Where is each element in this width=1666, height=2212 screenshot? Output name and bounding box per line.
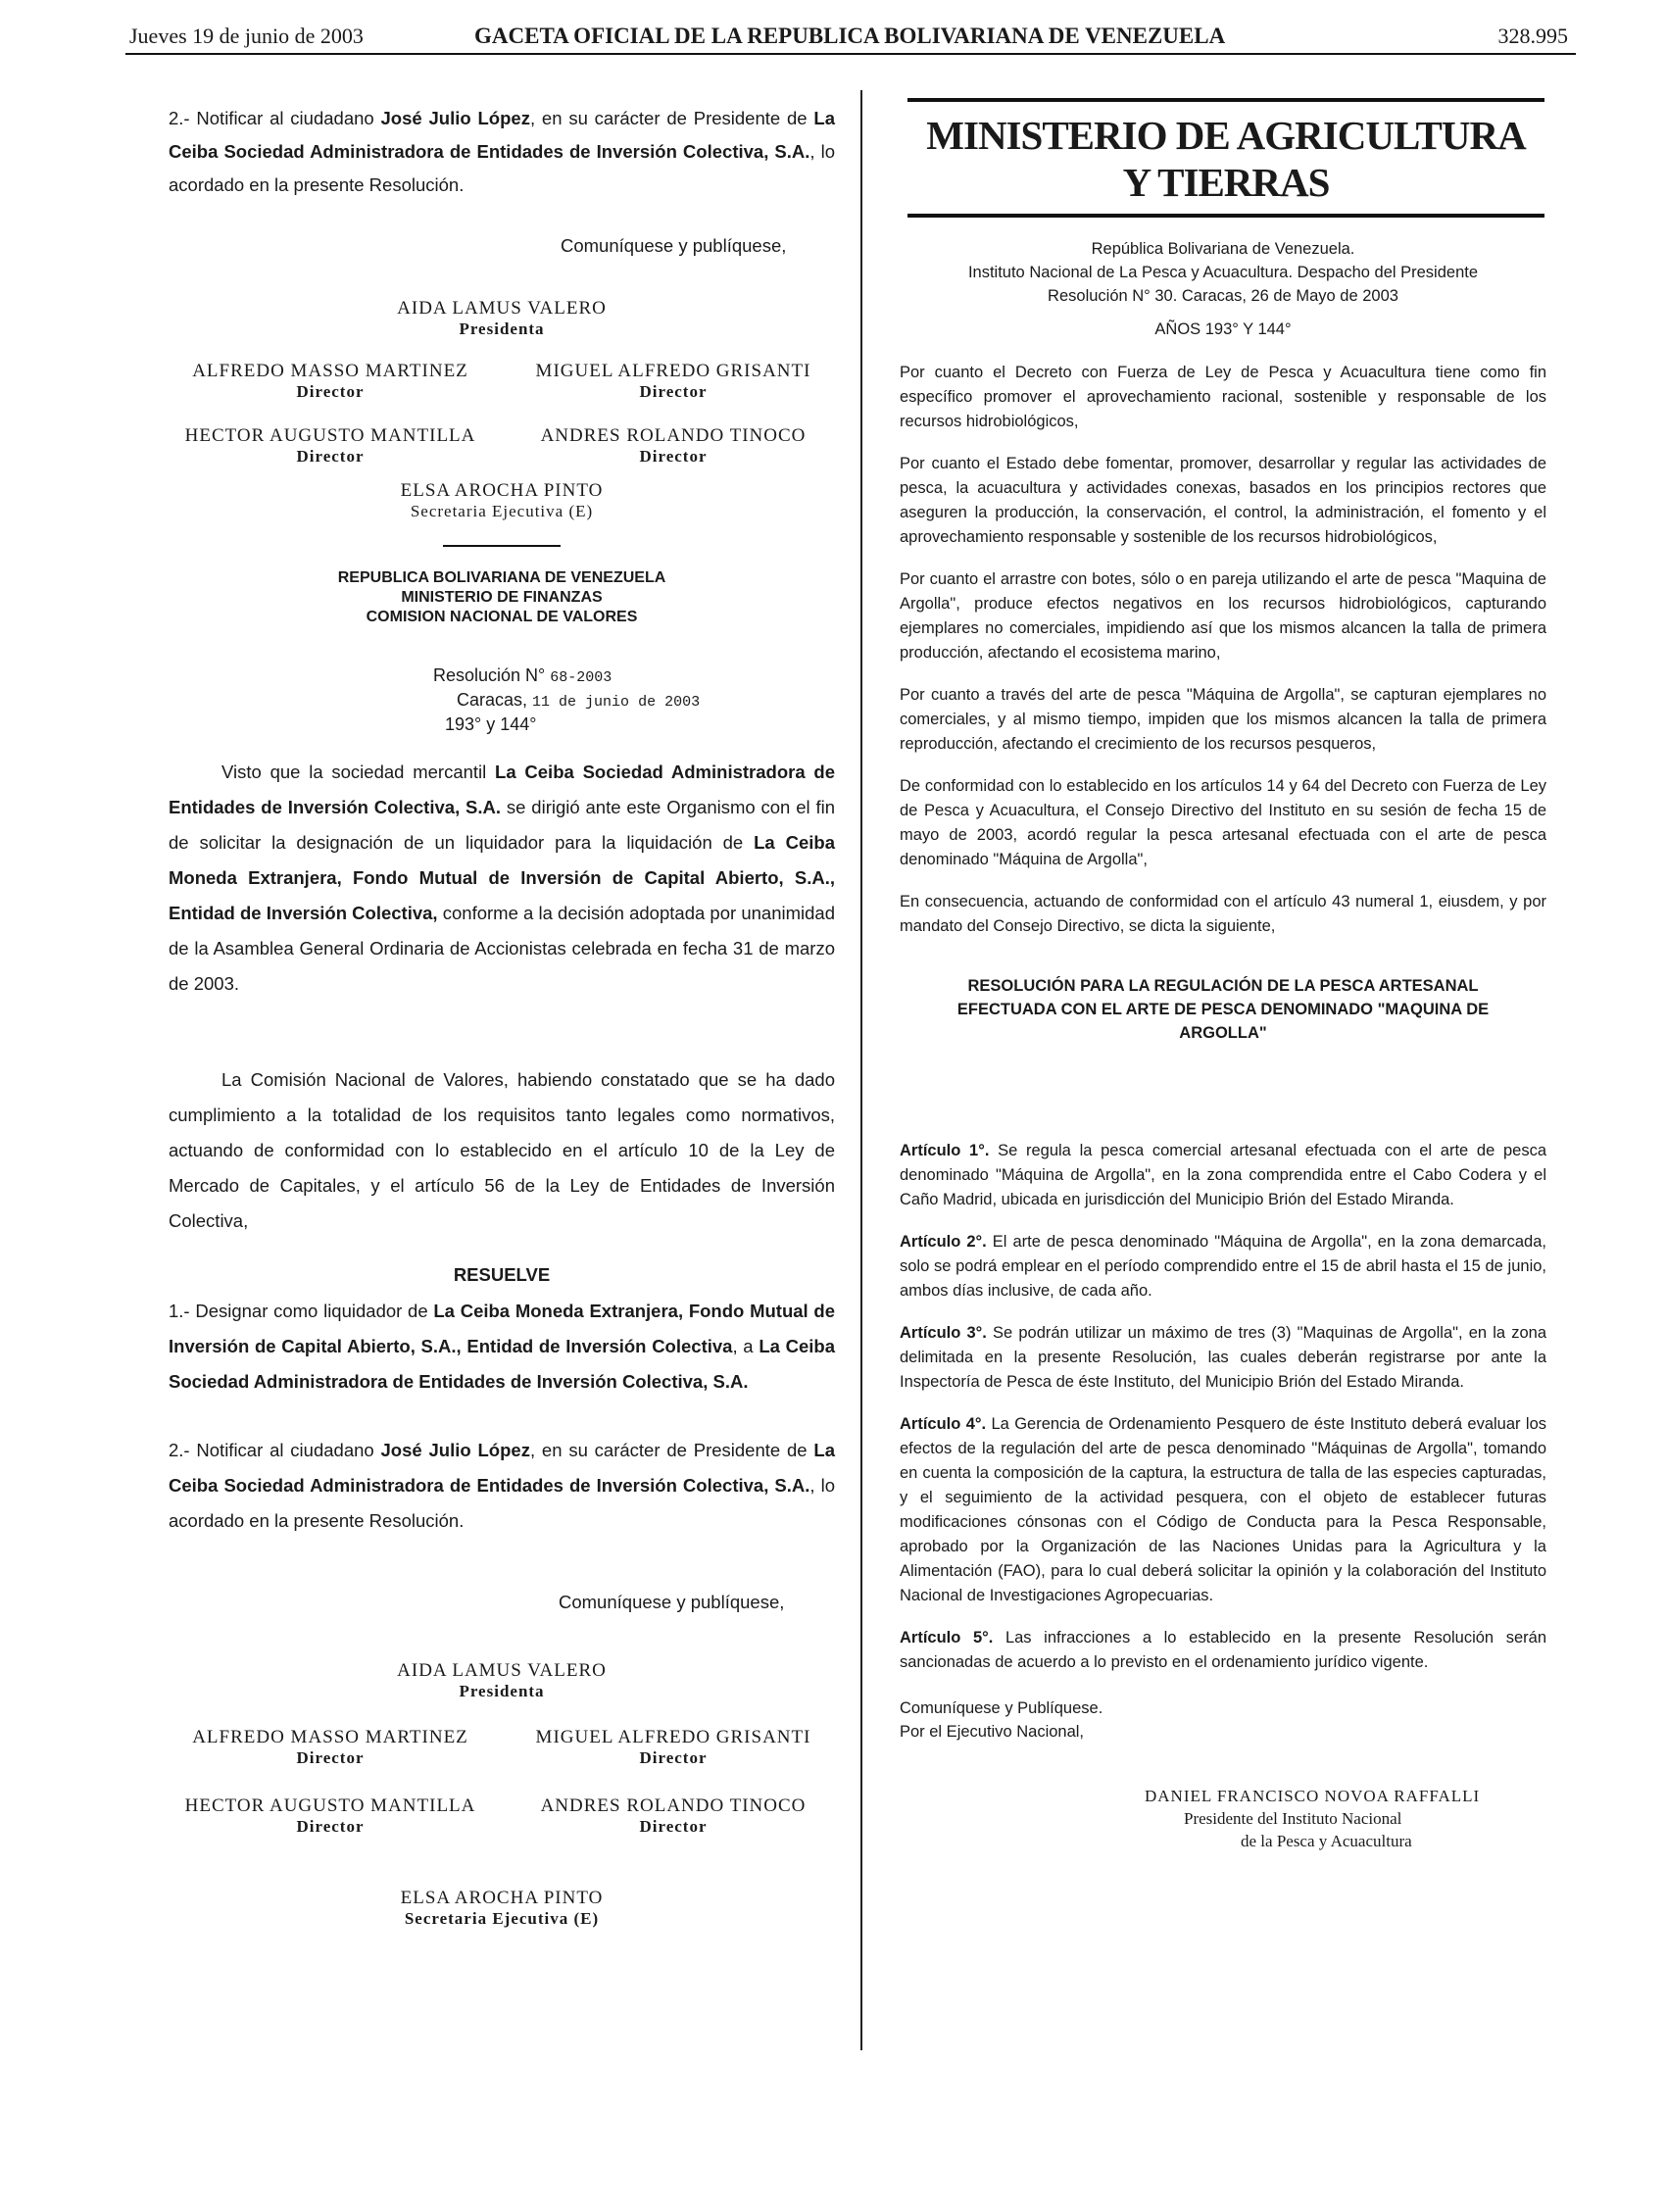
article-label: Artículo 3°. [900,1324,987,1342]
text: , lo acordado en la presente Resolución. [169,141,835,195]
article-text: El arte de pesca denominado "Máquina de Argolla", en la zona demarcada, solo se podrá emplear en el período comprendido entre el 15 de abril hasta el 15 de junio, ambos días inclusive, de cada año. [900,1233,1546,1300]
institute-line: República Bolivariana de Venezuela. [1091,240,1355,258]
signer-secretaria-role: Secretaria Ejecutiva (E) [410,502,594,520]
years-line: AÑOS 193° Y 144° [1154,320,1292,338]
considerando-4: Por cuanto a través del arte de pesca "Máquina de Argolla", se capturan ejemplares no comerciales, y al mismo tiempo, impiden que los mismos alcancen la talla de primera reproducción, afectando el crecimiento de los recursos pesqueros, [900,686,1546,753]
text: , en su carácter de Presidente de [529,108,814,128]
signer-role: Director [639,382,708,401]
article-label: Artículo 4°. [900,1415,987,1433]
signer-secretaria-role: Secretaria Ejecutiva (E) [404,1909,600,1928]
ministry-banner [907,98,1544,218]
signer-secretaria: ELSA AROCHA PINTO [400,480,604,501]
resolution-title: RESOLUCIÓN PARA LA REGULACIÓN DE LA PESCA ARTESANAL EFECTUADA CON EL ARTE DE PESCA DENOMINADO "MAQUINA DE ARGOLLA" [956,977,1490,1042]
considerando-2: Por cuanto el Estado debe fomentar, promover, desarrollar y regular las actividades de pesca, la acuacultura y actividades conexas, basados en los principios rectores que aseguren la producción, la conservación, el control, la administración, el fomento y el aprovechamiento responsable y sostenible de los recursos hidrobiológicos, [900,455,1546,546]
comuniquese-top: Comuníquese y publíquese, [561,235,787,256]
directors-grid [169,361,835,467]
signer-director: HECTOR AUGUSTO MANTILLA [184,425,476,446]
signer-director: ALFREDO MASSO MARTINEZ [192,361,468,381]
text: se dirigió ante este Organismo con el fin de solicitar la designación de un liquidador para la liquidación de [169,797,835,853]
text: , a [732,1336,760,1356]
resolution-date: 11 de junio de 2003 [532,694,701,711]
person-name: José Julio López [380,1440,530,1460]
signer-director: ALFREDO MASSO MARTINEZ [192,1727,468,1747]
signer-director: MIGUEL ALFREDO GRISANTI [535,1727,811,1747]
closing-line: Comuníquese y Publíquese. [900,1699,1103,1717]
fund-name: La Ceiba Moneda Extranjera, Fondo Mutual de Inversión de Capital Abierto, S.A., Entidad de Inversión Colectiva [169,1301,835,1356]
company-name: La Ceiba Sociedad Administradora de Entidades de Inversión Colectiva, S.A. [169,762,835,817]
signer-director: MIGUEL ALFREDO GRISANTI [535,361,811,381]
text: 1.- Designar como liquidador de [169,1301,434,1321]
directors-grid [169,1727,835,1837]
text: , en su carácter de Presidente de [529,1440,814,1460]
article-label: Artículo 1°. [900,1142,990,1159]
signer-role: Director [296,382,365,401]
closing-line: Por el Ejecutivo Nacional, [900,1723,1085,1741]
header-date: Jueves 19 de junio de 2003 [129,24,364,48]
text: conforme a la decisión adoptada por unanimidad de la Asamblea General Ordinaria de Accionistas celebrada en fecha 31 de marzo de 2003. [169,903,835,994]
header-page-number: 328.995 [1497,24,1568,48]
article-2 [900,1230,1546,1303]
signer-presidenta: AIDA LAMUS VALERO [397,298,607,319]
ministry-title-line-1: MINISTERIO DE AGRICULTURA [926,113,1526,158]
institution-line: MINISTERIO DE FINANZAS [401,589,603,606]
article-5 [900,1626,1546,1675]
article-text: Las infracciones a lo establecido en la presente Resolución serán sancionadas de acuerdo a lo previsto en el ordenamiento jurídico vigente. [900,1629,1547,1671]
text: 2.- Notificar al ciudadano [169,1440,381,1460]
text: Visto que la sociedad mercantil [221,762,496,782]
article-text: La Gerencia de Ordenamiento Pesquero de éste Instituto deberá evaluar los efectos de la regulación del arte de pesca denominado "Máquinas de Argolla", tomando en cuenta la composición de la captura, la estructura de talla de las especies capturadas, y el seguimiento de la actividad pesquera, con el objeto de establecer futuras modificaciones cónsonas con el Código de Conducta para la Pesca Responsable, aprobado por la Organización de las Naciones Unidas para la Agricultura y la Alimentación (FAO), para lo cual deberá solicitar la opinión y la colaboración del Instituto Nacional de Investigaciones Agropecuarias. [900,1415,1546,1604]
signer-role: Director [639,447,708,466]
article-3 [900,1321,1546,1395]
signer-role: de la Pesca y Acuacultura [1241,1832,1412,1850]
signer-presidenta-role: Presidenta [459,1682,545,1700]
article-label: Artículo 2°. [900,1233,987,1251]
signer-role: Director [639,1748,708,1767]
ministry-title-line-2: Y TIERRAS [1122,160,1330,205]
article-text: Se podrán utilizar un máximo de tres (3) "Maquinas de Argolla", en la zona delimitada en la presente Resolución, las cuales deberán registrarse por ante la Inspectoría de Pesca de éste Instituto, del Municipio Brión del Estado Miranda. [900,1324,1546,1391]
signer-director: ANDRES ROLANDO TINOCO [540,425,807,446]
signer-director: HECTOR AUGUSTO MANTILLA [184,1795,476,1816]
article-label: Artículo 5°. [900,1629,994,1647]
fund-name: La Ceiba Moneda Extranjera, Fondo Mutual de Inversión de Capital Abierto, S.A., Entidad de Inversión Colectiva, [169,832,835,923]
considerando-3: Por cuanto el arrastre con botes, sólo o en pareja utilizando el arte de pesca "Maquina de Argolla", produce efectos negativos en los recursos hidrobiológicos, capturando ejemplares no comerciales, impidiendo así que los mismos alcancen la talla de primera producción, afectando el ecosistema marino, [900,570,1546,662]
text: , lo acordado en la presente Resolución. [169,1475,835,1531]
resolution-city: Caracas, [457,690,528,710]
institute-header [900,237,1546,341]
separator-rule [443,545,561,547]
company-name: La Ceiba Sociedad Administradora de Entidades de Inversión Colectiva, S.A. [169,108,835,162]
institution-header [169,568,835,627]
visto-paragraph [169,755,835,1002]
considerando-6: En consecuencia, actuando de conformidad con el artículo 43 numeral 1, eiusdem, y por mandato del Consejo Directivo, se dicta la siguiente, [900,893,1546,935]
text: 2.- Notificar al ciudadano [169,108,381,128]
article-text: Se regula la pesca comercial artesanal efectuada con el arte de pesca denominado "Máquina de Argolla", en la zona comprendida entre el Cabo Codera y el Caño Madrid, ubicada en jurisdicción del Municipio Brión del Estado Miranda. [900,1142,1546,1208]
resolution-number: 68-2003 [550,669,612,686]
resolution-info [169,664,835,735]
article-4 [900,1412,1546,1608]
considerando-5: De conformidad con lo establecido en los artículos 14 y 64 del Decreto con Fuerza de Ley de Pesca y Acuacultura, el Consejo Directivo del Instituto en su sesión de fecha 15 de mayo de 2003, acordó regular la pesca artesanal efectuada con el arte de pesca denominado "Máquina de Argolla", [900,777,1546,868]
signature-block-top [169,298,835,547]
signature-block-bottom [169,1660,835,1929]
signer-role: Director [639,1817,708,1836]
item-1-paragraph [169,1294,835,1400]
signer-secretaria: ELSA AROCHA PINTO [400,1888,604,1908]
considerando-1: Por cuanto el Decreto con Fuerza de Ley de Pesca y Acuacultura tiene como fin específico promover el aprovechamiento racional, sostenible y responsable de los recursos hidrobiológicos, [900,364,1546,430]
signer-role: Presidente del Instituto Nacional [1184,1809,1402,1828]
page-header [125,22,1576,55]
resolution-number-label: Resolución N° [433,665,546,685]
left-column [169,102,835,1929]
person-name: José Julio López [380,108,530,128]
comuniquese-bottom: Comuníquese y publíquese, [559,1592,785,1612]
institution-line: REPUBLICA BOLIVARIANA DE VENEZUELA [337,569,666,586]
notify-paragraph-top [169,102,835,202]
header-title: GACETA OFICIAL DE LA REPUBLICA BOLIVARIANA DE VENEZUELA [474,24,1226,48]
signer-role: Director [296,1748,365,1767]
signer-role: Director [296,1817,365,1836]
article-1 [900,1139,1546,1212]
item-2-paragraph [169,1433,835,1539]
institution-line: COMISION NACIONAL DE VALORES [366,609,638,625]
company-name: La Ceiba Sociedad Administradora de Entidades de Inversión Colectiva, S.A. [169,1336,835,1392]
institute-line: Resolución N° 30. Caracas, 26 de Mayo de 2003 [1048,287,1398,305]
signer-presidenta-role: Presidenta [459,320,545,338]
signer-director: ANDRES ROLANDO TINOCO [540,1795,807,1816]
signer-presidenta: AIDA LAMUS VALERO [397,1660,607,1681]
resuelve-heading: RESUELVE [453,1264,551,1285]
closing [900,1696,1546,1744]
presidente-signature [900,1785,1546,1852]
comision-paragraph: La Comisión Nacional de Valores, habiendo constatado que se ha dado cumplimiento a la totalidad de los requisitos tanto legales como normativos, actuando de conformidad con lo establecido en el artículo 10 de la Ley de Mercado de Capitales, y el artículo 56 de la Ley de Entidades de Inversión Colectiva, [169,1069,835,1231]
resolution-years: 193° y 144° [445,714,537,734]
signer-role: Director [296,447,365,466]
company-name: La Ceiba Sociedad Administradora de Entidades de Inversión Colectiva, S.A. [169,1440,835,1496]
signer-name: DANIEL FRANCISCO NOVOA RAFFALLI [1145,1787,1481,1805]
column-divider [860,90,862,2050]
right-column [900,98,1546,1852]
institute-line: Instituto Nacional de La Pesca y Acuacultura. Despacho del Presidente [967,264,1479,281]
